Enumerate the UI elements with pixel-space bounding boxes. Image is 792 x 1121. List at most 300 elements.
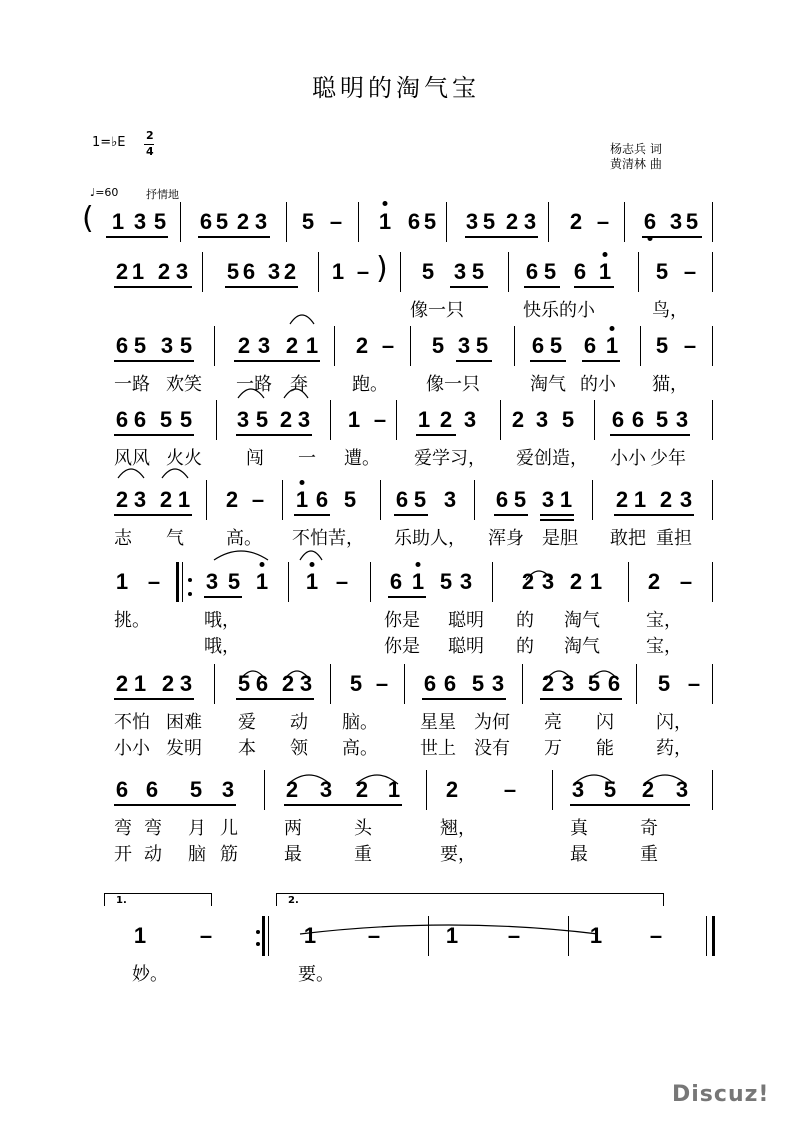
lyric-verse-1: 少年 (650, 448, 686, 469)
note: 2 (541, 671, 555, 696)
barline (206, 480, 207, 520)
note: 6 (407, 209, 421, 234)
lyric-verse-1: 像一只 (426, 374, 480, 395)
note: 5 (561, 407, 575, 432)
lyric-verse-1: 动 (290, 712, 308, 733)
note: – (649, 923, 663, 948)
lyric-verse-2: 没有 (474, 738, 510, 759)
note: 3 (465, 209, 479, 234)
note: 3 (675, 777, 689, 802)
barline (712, 400, 713, 440)
lyric-verse-1: 头 (354, 818, 372, 839)
note: 2 (647, 569, 661, 594)
barline (264, 770, 265, 810)
beam-underline (610, 434, 690, 436)
lyric-verse-1: 妙。 (132, 964, 168, 985)
beam-underline (570, 804, 690, 806)
note: 3 (221, 777, 235, 802)
note: 2 (115, 487, 129, 512)
beam-underline (114, 514, 192, 516)
note: 2 (445, 777, 459, 802)
slur-tie (214, 548, 268, 562)
slur-tie (526, 568, 552, 582)
beam-underline (106, 236, 168, 238)
lyric-verse-1: 弯 (144, 818, 162, 839)
low-octave-dot (648, 236, 653, 241)
slur-tie (644, 772, 686, 786)
watermark-logo: Discuz! (672, 1082, 770, 1107)
lyric-verse-1: 真 (570, 818, 588, 839)
lyric-verse-2: 聪明 (448, 636, 484, 657)
barline (446, 202, 447, 242)
beam-underline (540, 514, 574, 516)
note: 3 (679, 487, 693, 512)
barline (712, 664, 713, 704)
note: 6 (242, 259, 256, 284)
composer-credit: 黄清林 曲 (610, 157, 662, 171)
note: 6 (611, 407, 625, 432)
note: 5 (255, 407, 269, 432)
note: 5 (421, 259, 435, 284)
note: 1 (131, 259, 145, 284)
lyric-verse-1: 哦， (204, 610, 240, 631)
slur-tie (590, 668, 618, 682)
note: 2 (225, 487, 239, 512)
lyric-verse-2: 最 (284, 844, 302, 865)
barline (712, 252, 713, 292)
note: 3 (257, 333, 271, 358)
barline (216, 400, 217, 440)
barline (508, 252, 509, 292)
lyric-verse-2: 你是 (384, 636, 420, 657)
lyric-verse-1: 两 (284, 818, 302, 839)
note: 2 (157, 259, 171, 284)
note: 1 (133, 671, 147, 696)
lyric-verse-1: 高。 (226, 528, 262, 549)
lyric-verse-1: 的小 (580, 374, 616, 395)
note: 6 (607, 671, 621, 696)
lyric-verse-2: 脑 (188, 844, 206, 865)
beam-underline (236, 698, 314, 700)
barline (522, 664, 523, 704)
note: 5 (431, 333, 445, 358)
page-title: 聪明的淘气宝 (312, 74, 480, 102)
note: 1 (177, 487, 191, 512)
note: 5 (655, 407, 669, 432)
note: 5 (227, 569, 241, 594)
note: 5 (475, 333, 489, 358)
note: 3 (160, 333, 174, 358)
note: 5 (237, 671, 251, 696)
lyric-verse-1: 要。 (298, 964, 334, 985)
lyric-verse-2: 开 (114, 844, 132, 865)
barline (330, 400, 331, 440)
barline (182, 562, 183, 602)
note: 2 (505, 209, 519, 234)
lyric-verse-1: 不怕 (114, 712, 150, 733)
note: 5 (549, 333, 563, 358)
note: 3 (535, 407, 549, 432)
note: 3 (236, 407, 250, 432)
lyric-verse-2: 动 (144, 844, 162, 865)
barline (202, 252, 203, 292)
beam-underline (582, 360, 620, 362)
lyric-verse-1: 遭。 (344, 448, 380, 469)
note: 5 (655, 333, 669, 358)
barline (712, 562, 713, 602)
note: – (687, 671, 701, 696)
beam-underline (456, 360, 492, 362)
repeat-dot (256, 942, 260, 946)
barline (396, 400, 397, 440)
note: 5 (603, 777, 617, 802)
note: – (503, 777, 517, 802)
note: 3 (541, 569, 555, 594)
barline (358, 202, 359, 242)
lyric-verse-1: 气 (166, 528, 184, 549)
note: 1 (605, 333, 619, 358)
note: – (373, 407, 387, 432)
high-octave-dot (300, 480, 305, 485)
note: 1 (303, 923, 317, 948)
note: 6 (115, 333, 129, 358)
note: 6 (133, 407, 147, 432)
note: 5 (413, 487, 427, 512)
high-octave-dot (383, 201, 388, 206)
lyric-verse-1: 挑。 (114, 610, 150, 631)
slur-tie (300, 548, 322, 562)
barline (400, 252, 401, 292)
lyric-verse-1: 敢把 (610, 528, 646, 549)
barline (552, 770, 553, 810)
note: 1 (133, 923, 147, 948)
barline (380, 480, 381, 520)
note: 1 (255, 569, 269, 594)
note: 3 (175, 259, 189, 284)
barline (410, 326, 411, 366)
note: 3 (669, 209, 683, 234)
lyric-verse-1: 弯 (114, 818, 132, 839)
note: 5 (133, 333, 147, 358)
slur-tie (288, 772, 330, 786)
note: 5 (179, 333, 193, 358)
note: 5 (587, 671, 601, 696)
note: 3 (254, 209, 268, 234)
beam-underline (494, 514, 528, 516)
note: 6 (199, 209, 213, 234)
beam-underline (198, 236, 270, 238)
note: 1 (589, 923, 603, 948)
note: 6 (443, 671, 457, 696)
note: – (381, 333, 395, 358)
lyric-verse-1: 淘气 (530, 374, 566, 395)
beam-underline (614, 514, 694, 516)
slur-tie (290, 312, 314, 326)
lyric-verse-1: 志 (114, 528, 132, 549)
note: 3 (133, 487, 147, 512)
note: 2 (285, 777, 299, 802)
slur-tie (162, 466, 188, 480)
note: – (375, 671, 389, 696)
barline (180, 202, 181, 242)
note: 2 (569, 209, 583, 234)
barline (474, 480, 475, 520)
note: – (679, 569, 693, 594)
note: 2 (355, 777, 369, 802)
note: 5 (439, 569, 453, 594)
lyric-verse-1: 为何 (474, 712, 510, 733)
note: 3 (267, 259, 281, 284)
note: 6 (115, 407, 129, 432)
note: 3 (299, 671, 313, 696)
note: 5 (343, 487, 357, 512)
beam-underline (416, 434, 456, 436)
barline (268, 916, 269, 956)
barline (514, 326, 515, 366)
beam-underline (225, 286, 298, 288)
lyric-verse-2: 哦， (204, 636, 240, 657)
beam-underline (114, 804, 236, 806)
volta-second-label: 2. (288, 895, 299, 906)
lyric-verse-1: 鸟， (652, 300, 688, 321)
note: – (367, 923, 381, 948)
note: 3 (443, 487, 457, 512)
note: – (329, 209, 343, 234)
beam-underline (114, 360, 194, 362)
beam-underline (540, 698, 622, 700)
high-octave-dot (310, 562, 315, 567)
barline (492, 562, 493, 602)
volta-first-label: 1. (116, 895, 127, 906)
barline (214, 326, 215, 366)
beam-underline (394, 514, 428, 516)
lyric-verse-2: 发明 (166, 738, 202, 759)
note: 5 (189, 777, 203, 802)
note: 3 (179, 671, 193, 696)
barline (334, 326, 335, 366)
tempo-marking: ♩=60 (90, 186, 119, 199)
barline (638, 252, 639, 292)
barline (636, 664, 637, 704)
lyric-verse-2: 重 (640, 844, 658, 865)
lyric-verse-1: 你是 (384, 610, 420, 631)
note: 6 (115, 777, 129, 802)
note: 1 (305, 569, 319, 594)
barline (548, 202, 549, 242)
note: 6 (631, 407, 645, 432)
note: 6 (583, 333, 597, 358)
note: 5 (513, 487, 527, 512)
note: 6 (395, 487, 409, 512)
lyric-verse-1: 月 (188, 818, 206, 839)
barline (500, 400, 501, 440)
key-signature: 1=♭E (92, 135, 126, 150)
note: 5 (482, 209, 496, 234)
note: – (147, 569, 161, 594)
barline (628, 562, 629, 602)
note: 5 (471, 259, 485, 284)
barline (706, 916, 707, 956)
repeat-paren-open: ( (82, 201, 94, 236)
lyric-verse-1: 快乐的小 (523, 300, 595, 321)
note: 1 (115, 569, 129, 594)
beam-underline (530, 360, 566, 362)
note: 5 (349, 671, 363, 696)
beam-underline (204, 596, 242, 598)
lyric-verse-1: 困难 (166, 712, 202, 733)
note: 5 (423, 209, 437, 234)
lyric-verse-2: 世上 (420, 738, 456, 759)
note: 5 (655, 259, 669, 284)
note: 3 (463, 407, 477, 432)
note: 3 (453, 259, 467, 284)
slur-tie (118, 466, 144, 480)
note: 2 (281, 671, 295, 696)
note: 5 (215, 209, 229, 234)
lyric-verse-1: 爱学习， (414, 448, 486, 469)
note: 3 (675, 407, 689, 432)
lyric-verse-1: 奔 (290, 374, 308, 395)
note: 5 (153, 209, 167, 234)
note: 1 (633, 487, 647, 512)
note: 3 (561, 671, 575, 696)
note: 1 (387, 777, 401, 802)
barline (640, 326, 641, 366)
beam-underline (236, 434, 312, 436)
high-octave-dot (260, 562, 265, 567)
volta-second-ending (276, 893, 664, 906)
note: 6 (531, 333, 545, 358)
lyric-verse-1: 翘， (440, 818, 476, 839)
barline (594, 400, 595, 440)
note: 1 (347, 407, 361, 432)
lyric-verse-1: 跑。 (352, 374, 388, 395)
note: 1 (559, 487, 573, 512)
slur-tie (284, 386, 308, 400)
barline (712, 770, 713, 810)
note: 6 (255, 671, 269, 696)
lyric-verse-1: 闪， (656, 712, 692, 733)
repeat-dot (188, 578, 192, 582)
slur-tie (240, 668, 266, 682)
note: 6 (573, 259, 587, 284)
lyric-verse-1: 奇 (640, 818, 658, 839)
slur-tie (546, 668, 572, 682)
lyric-verse-1: 不怕苦， (292, 528, 364, 549)
note: 3 (491, 671, 505, 696)
lyric-verse-2: 能 (596, 738, 614, 759)
barline (318, 252, 319, 292)
lyric-verse-1: 儿 (220, 818, 238, 839)
lyric-verse-1: 爱 (238, 712, 256, 733)
lyric-verse-1: 宝， (646, 610, 682, 631)
note: 6 (643, 209, 657, 234)
note: 3 (297, 407, 311, 432)
beam-underline (450, 286, 488, 288)
lyric-verse-1: 一路 (114, 374, 150, 395)
note: 1 (598, 259, 612, 284)
note: 6 (495, 487, 509, 512)
note: – (356, 259, 370, 284)
note: 3 (523, 209, 537, 234)
lyric-verse-2: 万 (544, 738, 562, 759)
beam-underline (114, 698, 194, 700)
note: 6 (423, 671, 437, 696)
lyric-verse-2: 筋 (220, 844, 238, 865)
note: 5 (471, 671, 485, 696)
lyric-verse-2: 重 (354, 844, 372, 865)
lyric-verse-2: 领 (290, 738, 308, 759)
lyric-verse-1: 风风 (114, 448, 150, 469)
note: 1 (305, 333, 319, 358)
barline (214, 664, 215, 704)
note: 3 (459, 569, 473, 594)
note: 2 (161, 671, 175, 696)
barline (370, 562, 371, 602)
beam-underline-double (540, 519, 574, 521)
lyric-verse-1: 闪 (596, 712, 614, 733)
lyric-verse-1: 乐助人， (394, 528, 466, 549)
slur-tie (574, 772, 614, 786)
note: 2 (115, 671, 129, 696)
barline (404, 664, 405, 704)
barline (262, 916, 265, 956)
barline (624, 202, 625, 242)
lyric-verse-1: 火火 (166, 448, 202, 469)
barline (330, 664, 331, 704)
lyric-verse-2: 最 (570, 844, 588, 865)
beam-underline (294, 514, 330, 516)
lyric-verse-2: 小小 (114, 738, 150, 759)
lyric-verse-1: 是胆 (542, 528, 578, 549)
note: 6 (315, 487, 329, 512)
note: 2 (236, 209, 250, 234)
lyric-verse-1: 一 (298, 448, 316, 469)
lyric-verse-1: 猫， (652, 374, 688, 395)
lyric-verse-1: 重担 (656, 528, 692, 549)
note: 2 (569, 569, 583, 594)
high-octave-dot (610, 326, 615, 331)
high-octave-dot (416, 562, 421, 567)
lyric-verse-2: 宝， (646, 636, 682, 657)
lyric-verse-1: 脑。 (342, 712, 378, 733)
barline (282, 480, 283, 520)
note: 2 (159, 487, 173, 512)
note: – (683, 259, 697, 284)
note: – (507, 923, 521, 948)
note: 1 (417, 407, 431, 432)
lyric-verse-1: 淘气 (564, 610, 600, 631)
lyric-verse-1: 小小 (610, 448, 646, 469)
note: 3 (319, 777, 333, 802)
barline (286, 202, 287, 242)
slur-tie (238, 386, 264, 400)
repeat-dot (188, 592, 192, 596)
beam-underline (284, 804, 402, 806)
lyricist-credit: 杨志兵 词 (610, 142, 662, 156)
note: – (335, 569, 349, 594)
note: – (683, 333, 697, 358)
note: 2 (439, 407, 453, 432)
lyric-verse-1: 闯 (246, 448, 264, 469)
high-octave-dot (603, 252, 608, 257)
lyric-verse-1: 爱创造， (516, 448, 588, 469)
note: 5 (301, 209, 315, 234)
slur-tie (300, 922, 598, 936)
note: 2 (659, 487, 673, 512)
barline (712, 916, 715, 956)
note: 1 (445, 923, 459, 948)
